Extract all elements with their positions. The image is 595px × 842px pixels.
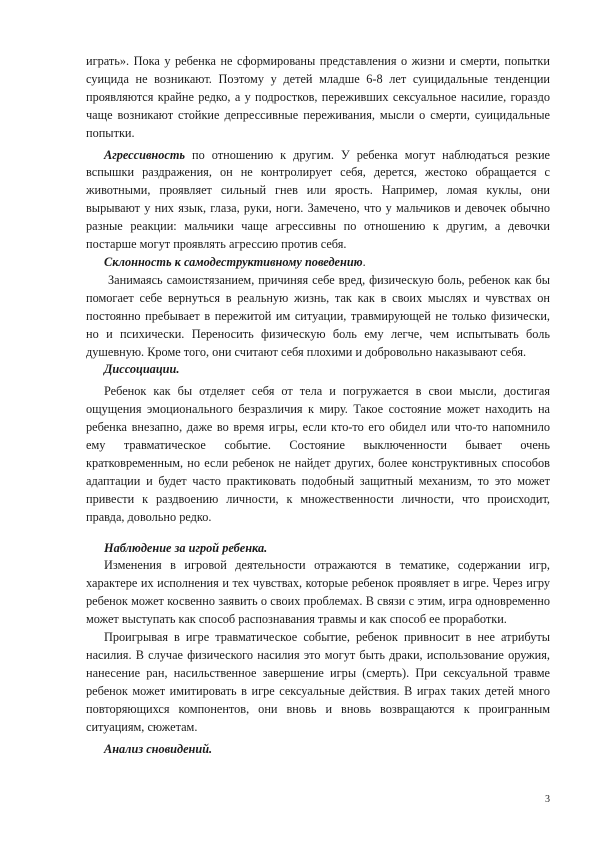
heading-dream-analysis: Анализ сновидений. xyxy=(104,741,213,756)
page-number: 3 xyxy=(545,794,550,805)
heading-play-observation: Наблюдение за игрой ребенка. xyxy=(104,540,268,555)
heading-dissociation: Диссоциации. xyxy=(104,362,180,377)
paragraph-dissociation: Ребенок как бы отделяет себя от тела и погружается в свои мысли, достигая ощущения эмоционального безразличия к миру. Такое состояние может находить на ребенка внезапно, даже во время игры, если кто-то его обидел или что-то напомнило ему травматическое событие. Состояние выключенности бывает очень кратковременным, но если ребенок не найдет других, более конструктивных способов адаптации и будет часто практиковать подобный защитный механизм, то это может привести к раздвоению личности, к множественности личности, что происходит, правда, довольно редко. xyxy=(86,384,550,524)
heading-self-destructive-text: Склонность к самодеструктивному поведению xyxy=(104,254,363,269)
paragraph-play-2: Проигрывая в игре травматическое событие, ребенок привносит в нее атрибуты насилия. В случае физического насилия это могут быть драки, использование оружия, нанесение ран, насильственное завершение игры (смерть). При сексуальной травме ребенок может имитировать в игре сексуальные действия. В играх таких детей много повторяющихся компонентов, они вновь и вновь возвращаются к проигранным ситуациям, сюжетам. xyxy=(86,630,550,734)
paragraph-suicide-continuation: играть». Пока у ребенка не сформированы представления о жизни и смерти, попытки суицида не возникают. Поэтому у детей младше 6-8 лет суицидальные тенденции проявляются крайне редко, а у подростков, переживших сексуальное насилие, гораздо чаще возникают стойкие депрессивные переживания, мысли о смерти, суицидальные попытки. xyxy=(86,54,550,140)
term-aggression: Агрессивность xyxy=(104,147,186,162)
paragraph-aggression xyxy=(86,147,550,254)
paragraph-self-destructive: Занимаясь самоистязанием, причиняя себе вред, физическую боль, ребенок как бы помогает себе вернуться в реальную жизнь, так как в своих мыслях и чувствах он постоянно пребывает в пережитой им ситуации, травмирующей не только физически, но и психически. Переносить физическую боль ему легче, чем испытывать боль душевную. Кроме того, они считают себя плохими и добровольно наказывают себя. xyxy=(86,272,550,359)
heading-self-destructive xyxy=(86,254,550,272)
aggression-text: по отношению к другим. У ребенка могут наблюдаться резкие вспышки раздражения, он не контролирует себя, дерется, жестоко обращается с животными, проявляет сильный гнев или ярость. Например, ломая куклы, они вырывают у них язык, глаза, руки, ноги. Замечено, что у мальчиков и девочек обычно разные реакции: мальчики чаще агрессивны по отношению к другим, а девочки постарше могут проявлять агрессию против себя. xyxy=(86,147,550,252)
paragraph-play-1: Изменения в игровой деятельности отражаются в тематике, содержании игр, характере их исполнения и тех чувствах, которые ребенок проявляет в игре. Через игру ребенок может косвенно заявить о своих проблемах. В связи с этим, игра одновременно может выступать как способ распознавания травмы и как способ ее проработки. xyxy=(86,558,550,627)
heading-self-destructive-period: . xyxy=(362,254,366,269)
